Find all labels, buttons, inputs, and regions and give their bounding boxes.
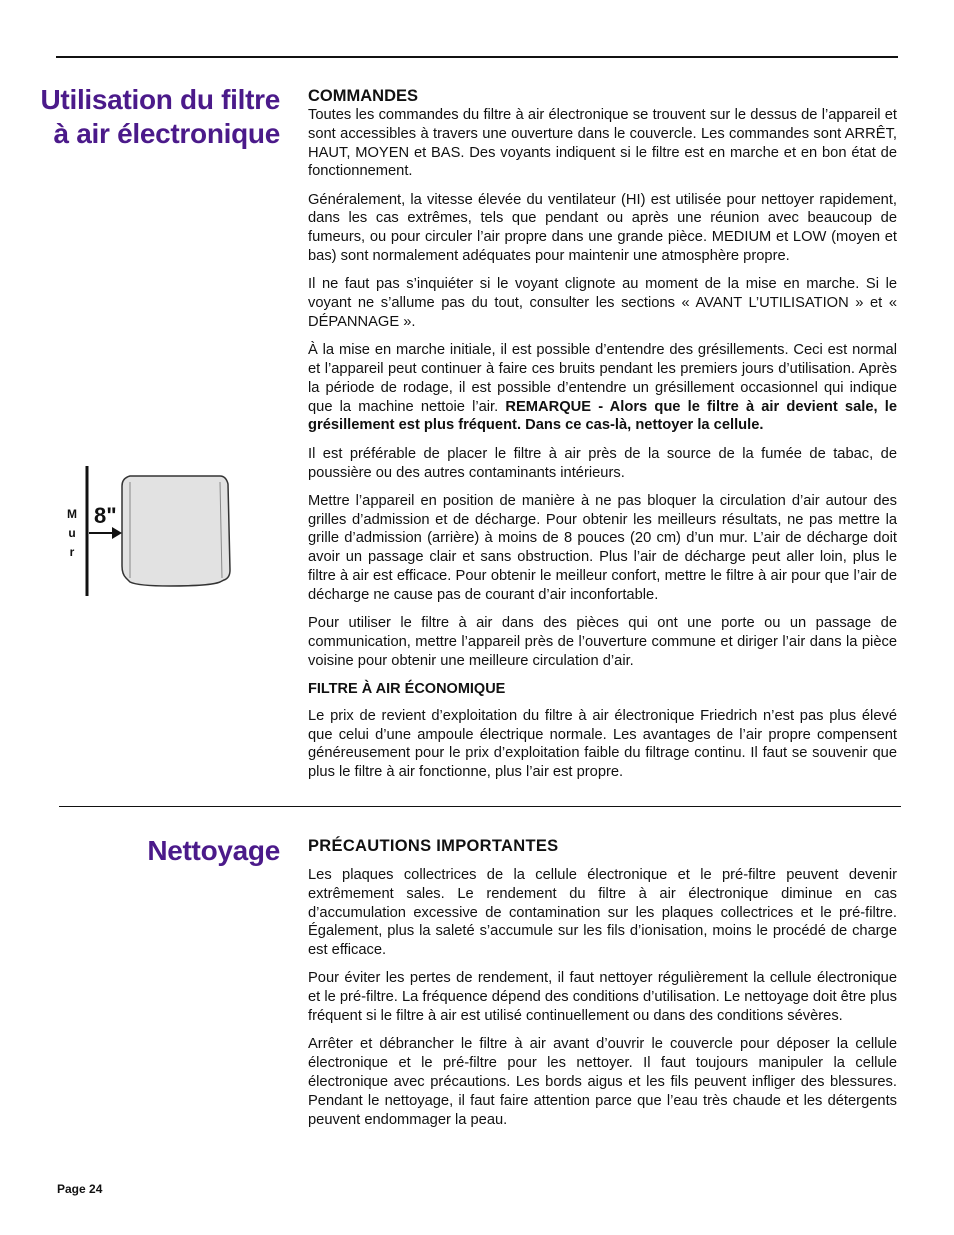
section-body-commandes — [308, 86, 897, 792]
paragraph: Il ne faut pas s’inquiéter si le voyant clignote au moment de la mise en marche. Si le voyant ne s’allume pas du tout, consulter les sections « AVANT L’UTILISATION » et « DÉPANNAGE ». — [308, 276, 897, 330]
paragraph: Pour utiliser le filtre à air dans des pièces qui ont une porte ou un passage de communication, mettre l’appareil près de l’ouverture commune et diriger l’air dans la pièce voisine pour obtenir une meilleure circulation d’air. — [308, 615, 897, 669]
wall-letter: r — [69, 545, 75, 559]
paragraph: Toutes les commandes du filtre à air électronique se trouvent sur le dessus de l’appareil et sont accessibles à travers une ouverture dans le couvercle. Les commandes sont ARRÊT, HAUT, MOYEN et BAS. Des voyants indiquent si le filtre est en marche et en bon état de fonctionnement. — [308, 107, 897, 180]
distance-label: 8" — [94, 503, 117, 528]
air-filter-unit-icon — [122, 476, 230, 586]
paragraph-with-remark — [308, 341, 897, 435]
wall-letter: u — [68, 526, 76, 540]
remark-text: REMARQUE - Alors que le filtre à air devient sale, le grésillement est plus fréquent. Dans ce cas-là, nettoyer la cellule. — [308, 398, 897, 434]
top-rule — [56, 56, 898, 58]
paragraph: Il est préférable de placer le filtre à air près de la source de la fumée de tabac, de poussière ou des autres contaminants intérieurs. — [308, 445, 897, 481]
paragraph: Pour éviter les pertes de rendement, il faut nettoyer régulièrement la cellule électronique et le pré-filtre. La fréquence dépend des conditions d’utilisation. Le nettoyage doit être plus fréquent si le filtre à air est utilisé continuellement ou dans des conditions sévères. — [308, 970, 897, 1025]
wall-clearance-illustration — [60, 462, 240, 602]
paragraph: Arrêter et débrancher le filtre à air avant d’ouvrir le couvercle pour déposer la cellule électronique et le pré-filtre pour les nettoyer. Il faut toujours manipuler la cellule électronique avec précautions. Les bords aigus et les fils peuvent infliger des blessures. Pendant le nettoyage, il faut faire attention parce que l’eau très chaude et les détergents peuvent endommager la peau. — [308, 1036, 897, 1128]
wall-letter: M — [67, 507, 77, 521]
placement-diagram — [60, 462, 240, 602]
paragraph-text: À la mise en marche initiale, il est possible d’entendre des grésillements. Ceci est normal et l’appareil peut continuer à faire ces bruits pendant les premiers jours d’utilisation. Après la période de rodage, il est possible d’entendre un grésillement occasionnel qui indique que la machine nettoie l’air. — [308, 342, 897, 415]
subheading-filtre-economique: FILTRE À AIR ÉCONOMIQUE — [308, 681, 506, 698]
heading-commandes: COMMANDES — [308, 87, 418, 105]
paragraph: Le prix de revient d’exploitation du filtre à air électronique Friedrich n’est pas plus élevé que celui d’une ampoule électrique normale. Les avantages de l’air propre compensent généreusement pour le prix d’exploitation faible du filtrage continu. Il faut se souvenir que plus le filtre à air fonctionne, plus l’air est propre. — [308, 707, 897, 781]
page-number: Page 24 — [57, 1182, 103, 1196]
paragraph: Généralement, la vitesse élevée du ventilateur (HI) est utilisée pour nettoyer rapidement, dans les cas extrêmes, tels que pendant ou après une réunion avec beaucoup de fumeurs, ou pour circuler l’air propre dans une grande pièce. MEDIUM et LOW (moyen et bas) sont normalement adéquates pour maintenir une atmosphère propre. — [308, 191, 897, 265]
paragraph: Mettre l’appareil en position de manière à ne pas bloquer la circulation d’air autour des grilles d’admission et de décharge. Pour obtenir les meilleurs résultats, ne pas mettre la grille d’admission (arrière) à moins de 8 pouces (20 cm) d’un mur. L’air de décharge doit avoir un passage clair et sans obstruction. Plus l’air de décharge peut aller loin, plus le filtre à air est efficace. Pour obtenir le meilleur confort, mettre le filtre à air pour que l’air de décharge ne cause pas de courant d’air inconfortable. — [308, 492, 897, 603]
section-title-nettoyage: Nettoyage — [147, 835, 280, 866]
arrow-right-icon — [112, 527, 122, 539]
heading-precautions: PRÉCAUTIONS IMPORTANTES — [308, 837, 559, 855]
section-body-precautions — [308, 836, 897, 1139]
paragraph: Les plaques collectrices de la cellule électronique et le pré-filtre peuvent devenir extrêmement sales. Le rendement du filtre à air électronique diminue en cas d’accumulation excessive de contamination sur les plaques collectrices et le pré-filtre. Également, plus la saleté s’accumule sur les fils d’ionisation, moins le procédé de charge est efficace. — [308, 867, 897, 959]
section-title-utilisation: Utilisation du filtre à air électronique — [40, 84, 280, 149]
section-divider — [59, 806, 901, 807]
